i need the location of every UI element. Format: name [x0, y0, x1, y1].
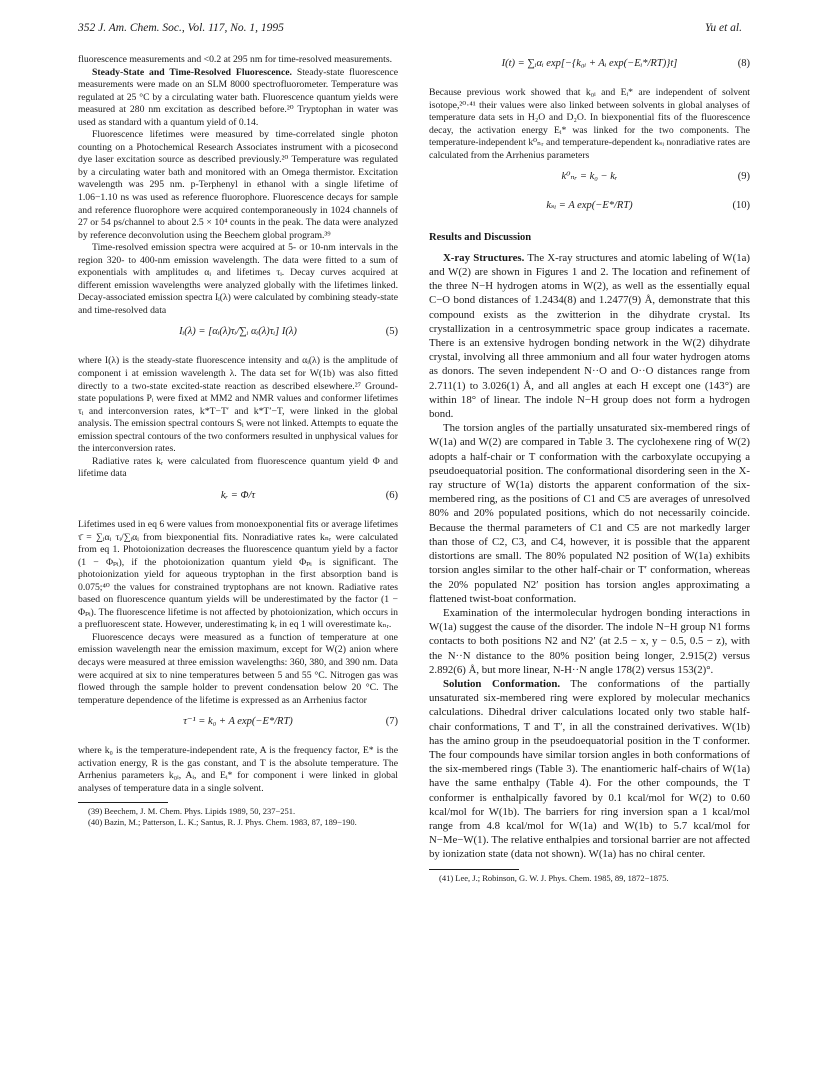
- equation-7: [78, 716, 398, 736]
- paragraph: [78, 67, 398, 130]
- equation-number: (7): [385, 716, 398, 728]
- paragraph: [429, 677, 750, 862]
- equation-6: [78, 490, 398, 510]
- paragraph: fluorescence measurements and <0.2 at 295 nm for time-resolved measurements.: [78, 54, 393, 65]
- paragraph: Time-resolved emission spectra were acquired at 5- or 10-nm intervals in the region 320- to 400-nm emission wavelength. The data were fitted to a sum of exponentials with amplitudes αᵢ and lifetimes τᵢ. Decay curves acquired at different emission wavelengths were analyzed globally with the lifetimes linked. Decay-associated emission spectra Iᵢ(λ) were calculated by combining steady-state and time-resolved data: [78, 242, 398, 316]
- equation-number: (10): [732, 200, 750, 212]
- equation-body: kₛᵢ = A exp(−E*/RT): [546, 200, 633, 212]
- footnote-divider: [78, 802, 168, 803]
- paragraph: The torsion angles of the partially unsaturated six-membered rings of W(1a) and W(2) are compared in Table 3. The cyclohexene ring of W(2) adopts a half-chair or T conformation with the carboxylate occupying a pseudoequatorial position. The conformational disordering seen in the X-ray structure of W(1a) distorts the apparent conformation of the six-membered ring, as the positions of C1 and C5 are averages of unresolved 80% and 20% populated positions, which do not necessarily coincide. Because the thermal parameters of C1 and C5 are not markedly larger than those of C2, C3, and C4, however, it is possible that the apparent distortions are small. The 80% populated N2 position of W(1a) exhibits torsion angles similar to the other half-chair or T′ conformation, whereas the 20% populated N2′ position has torsion angles approximating a flattened twist-boat conformation.: [429, 422, 750, 605]
- results-body: [429, 251, 750, 862]
- runin-heading: Solution Conformation.: [443, 677, 561, 690]
- paragraph: where I(λ) is the steady-state fluorescence intensity and αᵢ(λ) is the amplitude of component i at emission wavelength λ. The data set for W(1b) was also fitted directly to a two-state excited-state reaction as described elsewhere.²⁷ Ground-state populations Pᵢ were fixed at MM2 and NMR values and conformer lifetimes τᵢ and interconversion rates, k*T−T′ and k*T′−T, were linked in the global analysis. The emission spectral contours Sᵢ were not linked. Attempts to equate the emission spectral contours of the two conformers resulted in unphysical values for the interconversion rates.: [78, 355, 398, 455]
- footnote-divider: [429, 869, 519, 870]
- equation-number: (8): [737, 58, 750, 69]
- footnote: (40) Bazin, M.; Patterson, L. K.; Santus, R. J. Phys. Chem. 1983, 87, 189−190.: [88, 816, 357, 827]
- equation-9: [429, 171, 750, 191]
- footnote: (39) Beechem, J. M. Chem. Phys. Lipids 1989, 50, 237−251.: [88, 806, 296, 817]
- runin-heading: Steady-State and Time-Resolved Fluorescence.: [92, 66, 292, 78]
- right-column: [429, 54, 750, 883]
- paragraph: Radiative rates kᵣ were calculated from fluorescence quantum yield Φ and lifetime data: [78, 455, 398, 480]
- paragraph: Fluorescence decays were measured as a function of temperature at one emission wavelength near the emission maximum, except for W(2) anion where decays were measured at three emission wavelengths: 360, 380, and 390 nm. Data were acquired at six to nine temperatures between 5 and 55 °C. Nitrogen gas was flowed through the sample holder to prevent condensation below 20 °C. The temperature dependence of the lifetime is expressed as an Arrhenius factor: [78, 631, 398, 706]
- left-column: [78, 54, 398, 827]
- running-header: [78, 22, 742, 38]
- runin-heading: X-ray Structures.: [443, 251, 525, 264]
- paragraph-text: The conformations of the partially unsaturated six-membered ring were explored by molecular mechanics calculations. Dihedral driver calculations located only two stable half-chair conformations, T and T′, in all the constrained derivatives. W(1b) has the amino group in the pseudoequatorial position in the T conformer. The four compounds have similar torsion angles in both conformations of the six-membered rings (Table 3). The enantiomeric half-chairs of W(1a) have the same enthalpy (Table 4). For the other compounds, the T conformer is enthalpically favored by 0.1 kcal/mol for W(2) to 0.60 kcal/mol for W(1b). The barriers for ring inversion span a 1 kcal/mol range from 4.8 kcal/mol for W(1a) and W(1b) to 5.7 kcal/mol for N−Me−W(1). The relative enthalpies and torsional barrier are not affected by ionization state (data not shown). W(1a) has no chiral center.: [429, 677, 750, 861]
- equation-8: [429, 58, 750, 78]
- journal-citation: 352 J. Am. Chem. Soc., Vol. 117, No. 1, 1995: [78, 22, 284, 34]
- paragraph-text: The X-ray structures and atomic labeling of W(1a) and W(2) are shown in Figures 1 and 2. The location and refinement of the three N−H hydrogen atoms in W(2), as well as the essentially equal C−O bond distances of 1.2434(8) and 1.2477(9) Å, demonstrate that this compound exists as the zwitterion in the dihydrate crystal. Its crystallization in a centrosymmetric space group indicates a racemate. There is an extensive hydrogen bonding network in the W(2) dihydrate crystal, involving all three ammonium and all four water hydrogen atoms as donors. The seven independent N··O and O··O distances range from 2.711(1) to 3.026(1) Å, and all angles at each H except one (143°) are within 18° of linear. The indole N−H group does not form a hydrogen bond.: [429, 251, 750, 421]
- equation-body: τ⁻¹ = k₀ + A exp(−E*/RT): [183, 716, 293, 728]
- equation-10: [429, 200, 750, 220]
- equation-number: (6): [385, 489, 398, 501]
- equation-body: k⁰ₙᵣ = k₀ − kᵣ: [561, 171, 618, 183]
- footnote: (41) Lee, J.; Robinson, G. W. J. Phys. Chem. 1985, 89, 1872−1875.: [439, 872, 669, 883]
- equation-5: [78, 326, 398, 346]
- paragraph: where k₀ is the temperature-independent rate, A is the frequency factor, E* is the activation energy, R is the gas constant, and T is the absolute temperature. The Arrhenius parameters k₀ᵢ, Aᵢ, and Eᵢ* for component i were linked in global analyses of temperature data in a single solvent.: [78, 745, 398, 794]
- author-header: Yu et al.: [705, 22, 742, 34]
- equation-body: I(t) = ∑ᵢαᵢ exp[−{k₀ᵢ + Aᵢ exp(−Eᵢ*/RT)}t]: [501, 58, 678, 69]
- equation-number: (9): [737, 171, 750, 183]
- paragraph-text: Steady-state fluorescence measurements were made on an SLM 8000 spectrofluorometer. Temperature was regulated at 25 °C by a circulating water bath. Fluorescence quantum yields were measured at 280 nm excitation as described before.²⁰ Tryptophan in water was used as standard with a quantum yield of 0.14.: [78, 66, 398, 128]
- paragraph: Lifetimes used in eq 6 were values from monoexponential fits or average lifetimes τ̄ = ∑ᵢαᵢ τᵢ/∑ᵢαᵢ from biexponential fits. Nonradiative rates kₙᵣ were calculated from eq 1. Photoionization decreases the fluorescence quantum yield by a factor (1 − Φₚᵢ), if the photoionization quantum yield Φₚᵢ is significant. The photoionization yield for aqueous tryptophan in the first absorption band is 0.075;⁴⁰ the values for constrained tryptophans are not known. Radiative rates based on fluorescence quantum yields will be underestimated by the factor (1 − Φₚᵢ). The fluorescence lifetime is not affected by photoionization, which occurs in a prefluorescent state. However, underestimating kᵣ in eq 1 will overestimate kₙᵣ.: [78, 518, 398, 631]
- equation-number: (5): [385, 326, 398, 338]
- paragraph: Because previous work showed that k₀ᵢ and Eᵢ* are independent of solvent isotope,²⁰·⁴¹ their values were also linked between solvents in global analyses of temperature data sets in H₂O and D₂O. In biexponential fits of the fluorescence decay, the activation energy Eᵢ* was linked for the two components. The temperature-independent k⁰ₙᵣ and temperature-dependent kₛᵢ nonradiative rates are calculated from the Arrhenius parameters: [429, 87, 750, 161]
- equation-body: Iᵢ(λ) = [αᵢ(λ)τᵢ/∑ᵢ αᵢ(λ)τᵢ] I(λ): [179, 326, 297, 338]
- section-heading: Results and Discussion: [429, 232, 532, 244]
- paragraph: Fluorescence lifetimes were measured by time-correlated single photon counting on a Photochemical Research Associates instrument with a picosecond dye laser excitation source as described previously.²⁰ Temperature was regulated by a circulating water bath and monitored with an Omega thermistor. Excitation wavelength was 295 nm. p-Terphenyl in ethanol with a single lifetime of 1.06−1.10 ns was used as reference fluorophore. Fluorescence decays for sample and reference fluorophore were acquired contemporaneously in 1024 channels of 27 or 54 ps/channel to about 2.5 × 10⁴ counts in the peak. The data were analyzed by reference deconvolution using the Beechem global program.³⁹: [78, 129, 398, 241]
- equation-body: kᵣ = Φ/τ: [220, 489, 256, 501]
- paragraph: Examination of the intermolecular hydrogen bonding interactions in W(1a) suggest the cause of the disorder. The indole N−H group N1 forms contacts to both positions N2 and N2′ (at 2.5 − x, y − 0.5, 0.5 − z), with the N··N distance to the 80% position being longer, 2.915(2) versus 2.892(6) Å, but more linear, N-H··N angle 178(2) versus 153(2)°.: [429, 606, 750, 676]
- paragraph: [429, 251, 750, 421]
